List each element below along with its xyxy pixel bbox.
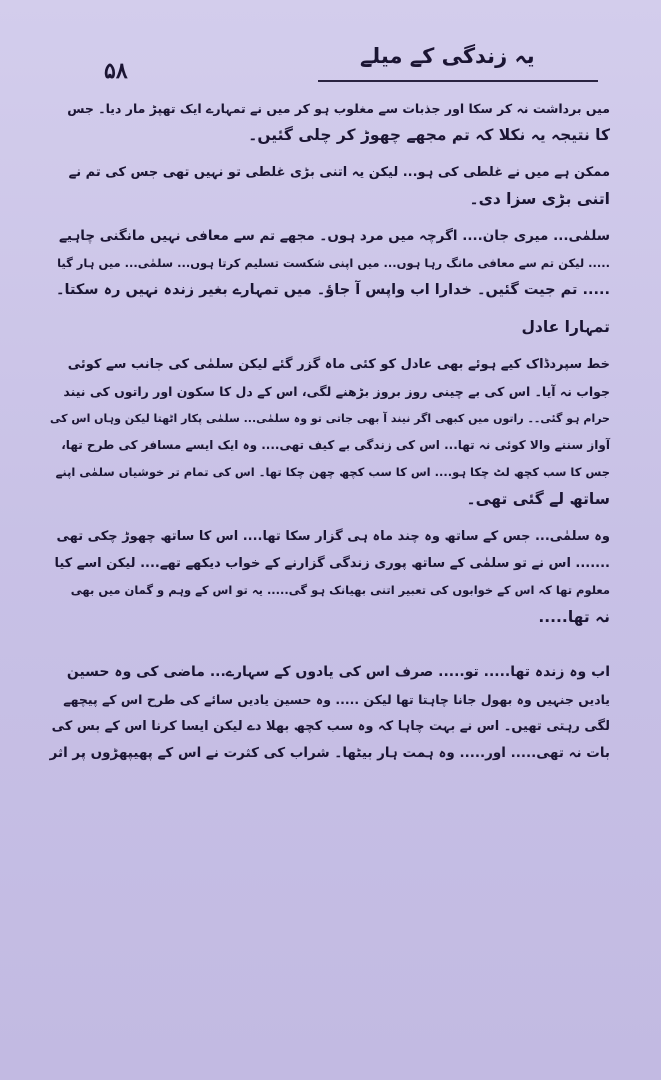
page-header bbox=[0, 40, 661, 88]
header-rule bbox=[318, 80, 598, 82]
paragraph-3 bbox=[50, 223, 610, 304]
text-line: آواز سننے والا کوئی نہ تھا... اس کی زندگی بے کیف تھی.... وہ ایک ایسے مسافر کی طرح تھا، bbox=[61, 438, 610, 452]
text-line: یادیں جنہیں وہ بھول جانا چاہتا تھا لیکن ..... وہ حسین یادیں سائے کی طرح اس کے پیچھے bbox=[63, 692, 610, 707]
page-number: ۵۸ bbox=[104, 58, 128, 84]
text-line: اتنی بڑی سزا دی۔ bbox=[469, 190, 610, 208]
text-line: وہ سلمٰی... جس کے ساتھ وہ چند ماہ ہی گزار سکا تھا.... اس کا ساتھ چھوڑ چکی تھی bbox=[56, 529, 610, 544]
text-line: ..... تم جیت گئیں۔ خدارا اب واپس آ جاؤ۔ میں تمہارے بغیر زندہ نہیں رہ سکتا۔ bbox=[56, 282, 610, 298]
text-line: کا نتیجہ یہ نکلا کہ تم مجھے چھوڑ کر چلی گئیں۔ bbox=[248, 126, 610, 144]
text-line: جواب نہ آیا۔ اس کی بے چینی روز بروز بڑھنے لگی، اس کے دل کا سکون اور راتوں کی نیند bbox=[63, 384, 610, 399]
paragraph-1 bbox=[50, 95, 610, 149]
text-line: ..... لیکن تم سے معافی مانگ رہا ہوں... میں اپنی شکست تسلیم کرتا ہوں... سلمٰی... میں ہار گیا bbox=[57, 256, 610, 270]
paragraph-2 bbox=[50, 159, 610, 213]
text-line: خط سپردڈاک کیے ہوئے بھی عادل کو کئی ماہ گزر گئے لیکن سلمٰی کی جانب سے کوئی bbox=[67, 357, 610, 372]
letter-signature: تمہارا عادل bbox=[521, 318, 610, 336]
text-line: میں برداشت نہ کر سکا اور جذبات سے مغلوب ہو کر میں نے تمہارے ایک تھپڑ مار دیا۔ جس bbox=[67, 101, 610, 116]
text-line: لگی رہتی تھیں۔ اس نے بہت چاہا کہ وہ سب کچھ بھلا دے لیکن ایسا کرنا اس کے بس کی bbox=[51, 719, 610, 734]
text-line: نہ تھا..... bbox=[538, 608, 610, 626]
text-line: حرام ہو گئی۔۔ راتوں میں کبھی اگر نیند آ بھی جاتی تو وہ سلمٰی... سلمٰی پکار اٹھتا لیکن وہاں اس کی bbox=[50, 412, 610, 425]
text-line: اب وہ زندہ تھا..... تو..... صرف اس کی یادوں کے سہارے... ماضی کی وہ حسین bbox=[66, 664, 610, 680]
text-line: معلوم تھا کہ اس کے خوابوں کی تعبیر اتنی بھیانک ہو گی..... یہ تو اس کے وہم و گمان میں بھی bbox=[70, 583, 610, 597]
text-line: ....... اس نے تو سلمٰی کے ساتھ پوری زندگی گزارنے کے خواب دیکھے تھے.... لیکن اسے کیا bbox=[54, 556, 610, 571]
text-line: ساتھ لے گئی تھی۔ bbox=[466, 490, 610, 508]
paragraph-6 bbox=[50, 659, 610, 767]
running-title: یہ زندگی کے میلے bbox=[360, 44, 535, 68]
page-body bbox=[50, 95, 610, 777]
paragraph-gap bbox=[50, 641, 610, 659]
text-line: ممکن ہے میں نے غلطی کی ہو... لیکن یہ اتنی بڑی غلطی تو نہیں تھی جس کی تم نے bbox=[68, 165, 610, 180]
paragraph-5 bbox=[50, 523, 610, 631]
paragraph-4 bbox=[50, 351, 610, 513]
text-line: بات نہ تھی..... اور..... وہ ہمت ہار بیٹھا۔ شراب کی کثرت نے اس کے پھیپھڑوں پر اثر bbox=[49, 745, 610, 761]
text-line: جس کا سب کچھ لٹ چکا ہو.... اس کا سب کچھ چھن چکا تھا۔ اس کی تمام تر خوشیاں سلمٰی اپنے bbox=[55, 465, 610, 479]
text-line: سلمٰی... میری جان.... اگرچہ میں مرد ہوں۔ مجھے تم سے معافی نہیں مانگنی چاہیے bbox=[58, 228, 610, 244]
